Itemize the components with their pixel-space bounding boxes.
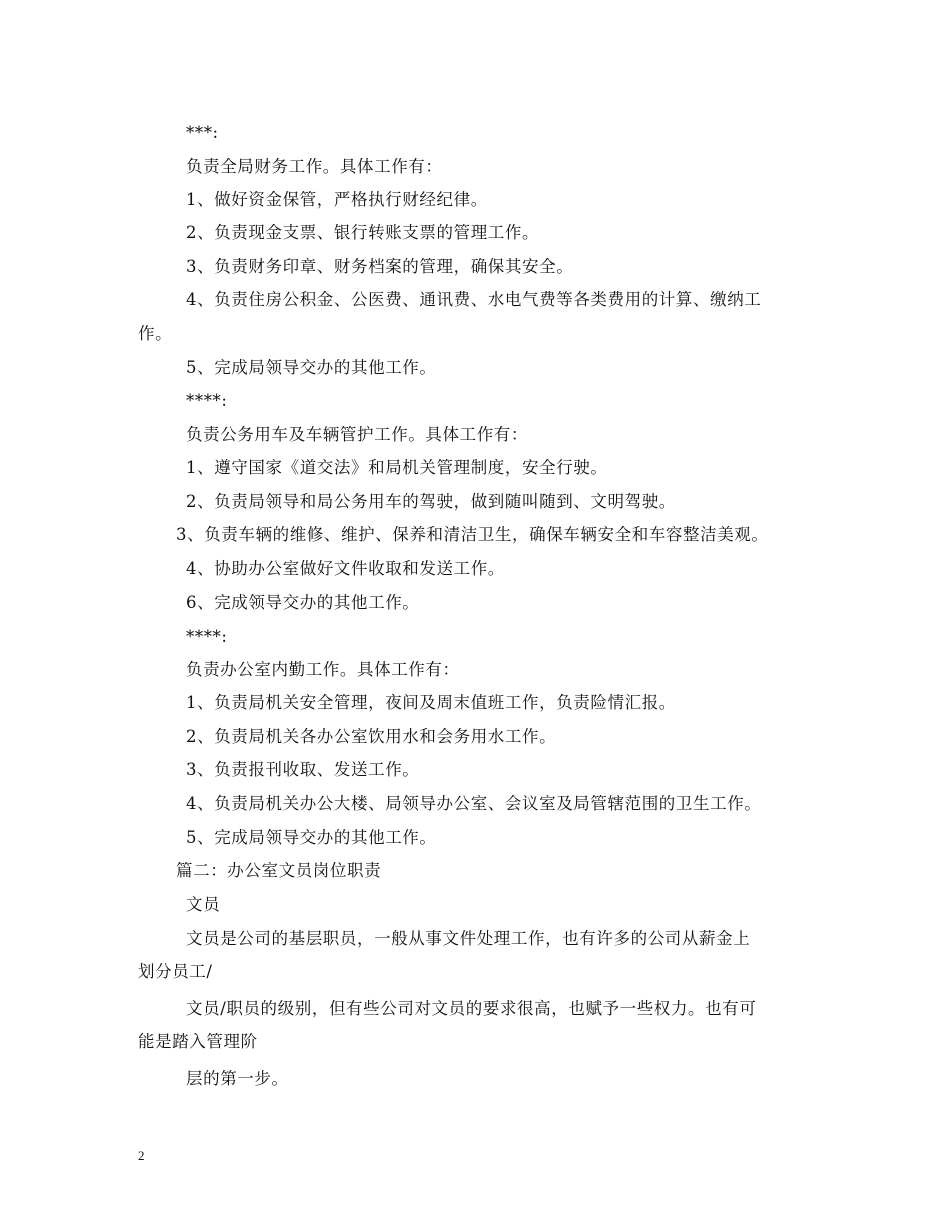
list-item: 1、负责局机关安全管理，夜间及周末值班工作，负责险情汇报。 xyxy=(186,693,676,712)
section-heading: ****: xyxy=(186,627,228,646)
list-item: 4、负责住房公积金、公医费、通讯费、水电气费等各类费用的计算、缴纳工 xyxy=(186,290,762,309)
page-number: 2 xyxy=(138,1148,145,1163)
paragraph-line: 层的第一步。 xyxy=(186,1069,289,1088)
paragraph-line: 负责公务用车及车辆管护工作。具体工作有： xyxy=(186,425,528,444)
list-item: 2、负责局机关各办公室饮用水和会务用水工作。 xyxy=(186,727,557,746)
paragraph-line: 负责办公室内勤工作。具体工作有： xyxy=(186,660,460,679)
chapter-heading: 篇二：办公室文员岗位职责 xyxy=(176,861,382,880)
list-item: 2、负责现金支票、银行转账支票的管理工作。 xyxy=(186,223,540,242)
list-item: 1、做好资金保管，严格执行财经纪律。 xyxy=(186,190,488,209)
subheading: 文员 xyxy=(186,895,221,914)
list-item: 4、负责局机关办公大楼、局领导办公室、会议室及局管辖范围的卫生工作。 xyxy=(186,794,762,813)
list-item: 3、负责车辆的维修、维护、保养和清洁卫生，确保车辆安全和车容整洁美观。 xyxy=(176,525,769,544)
paragraph-line: 划分员工/ xyxy=(138,962,213,981)
list-item: 3、负责报刊收取、发送工作。 xyxy=(186,760,420,779)
paragraph-line: 文员是公司的基层职员，一般从事文件处理工作，也有许多的公司从薪金上 xyxy=(186,929,751,948)
paragraph-line: 能是踏入管理阶 xyxy=(138,1032,258,1051)
list-item: 5、完成局领导交办的其他工作。 xyxy=(186,358,437,377)
list-item: 6、完成领导交办的其他工作。 xyxy=(186,593,420,612)
list-item: 5、完成局领导交办的其他工作。 xyxy=(186,828,437,847)
paragraph-line: 负责全局财务工作。具体工作有： xyxy=(186,157,443,176)
list-item: 2、负责局领导和局公务用车的驾驶，做到随叫随到、文明驾驶。 xyxy=(186,492,676,511)
section-heading: ****: xyxy=(186,391,228,410)
list-item: 3、负责财务印章、财务档案的管理，确保其安全。 xyxy=(186,257,574,276)
list-item-continuation: 作。 xyxy=(138,324,173,343)
list-item: 1、遵守国家《道交法》和局机关管理制度，安全行驶。 xyxy=(186,458,608,477)
paragraph-line: 文员/职员的级别，但有些公司对文员的要求很高，也赋予一些权力。也有可 xyxy=(186,999,757,1018)
list-item: 4、协助办公室做好文件收取和发送工作。 xyxy=(186,559,505,578)
section-heading: ***: xyxy=(186,123,219,142)
